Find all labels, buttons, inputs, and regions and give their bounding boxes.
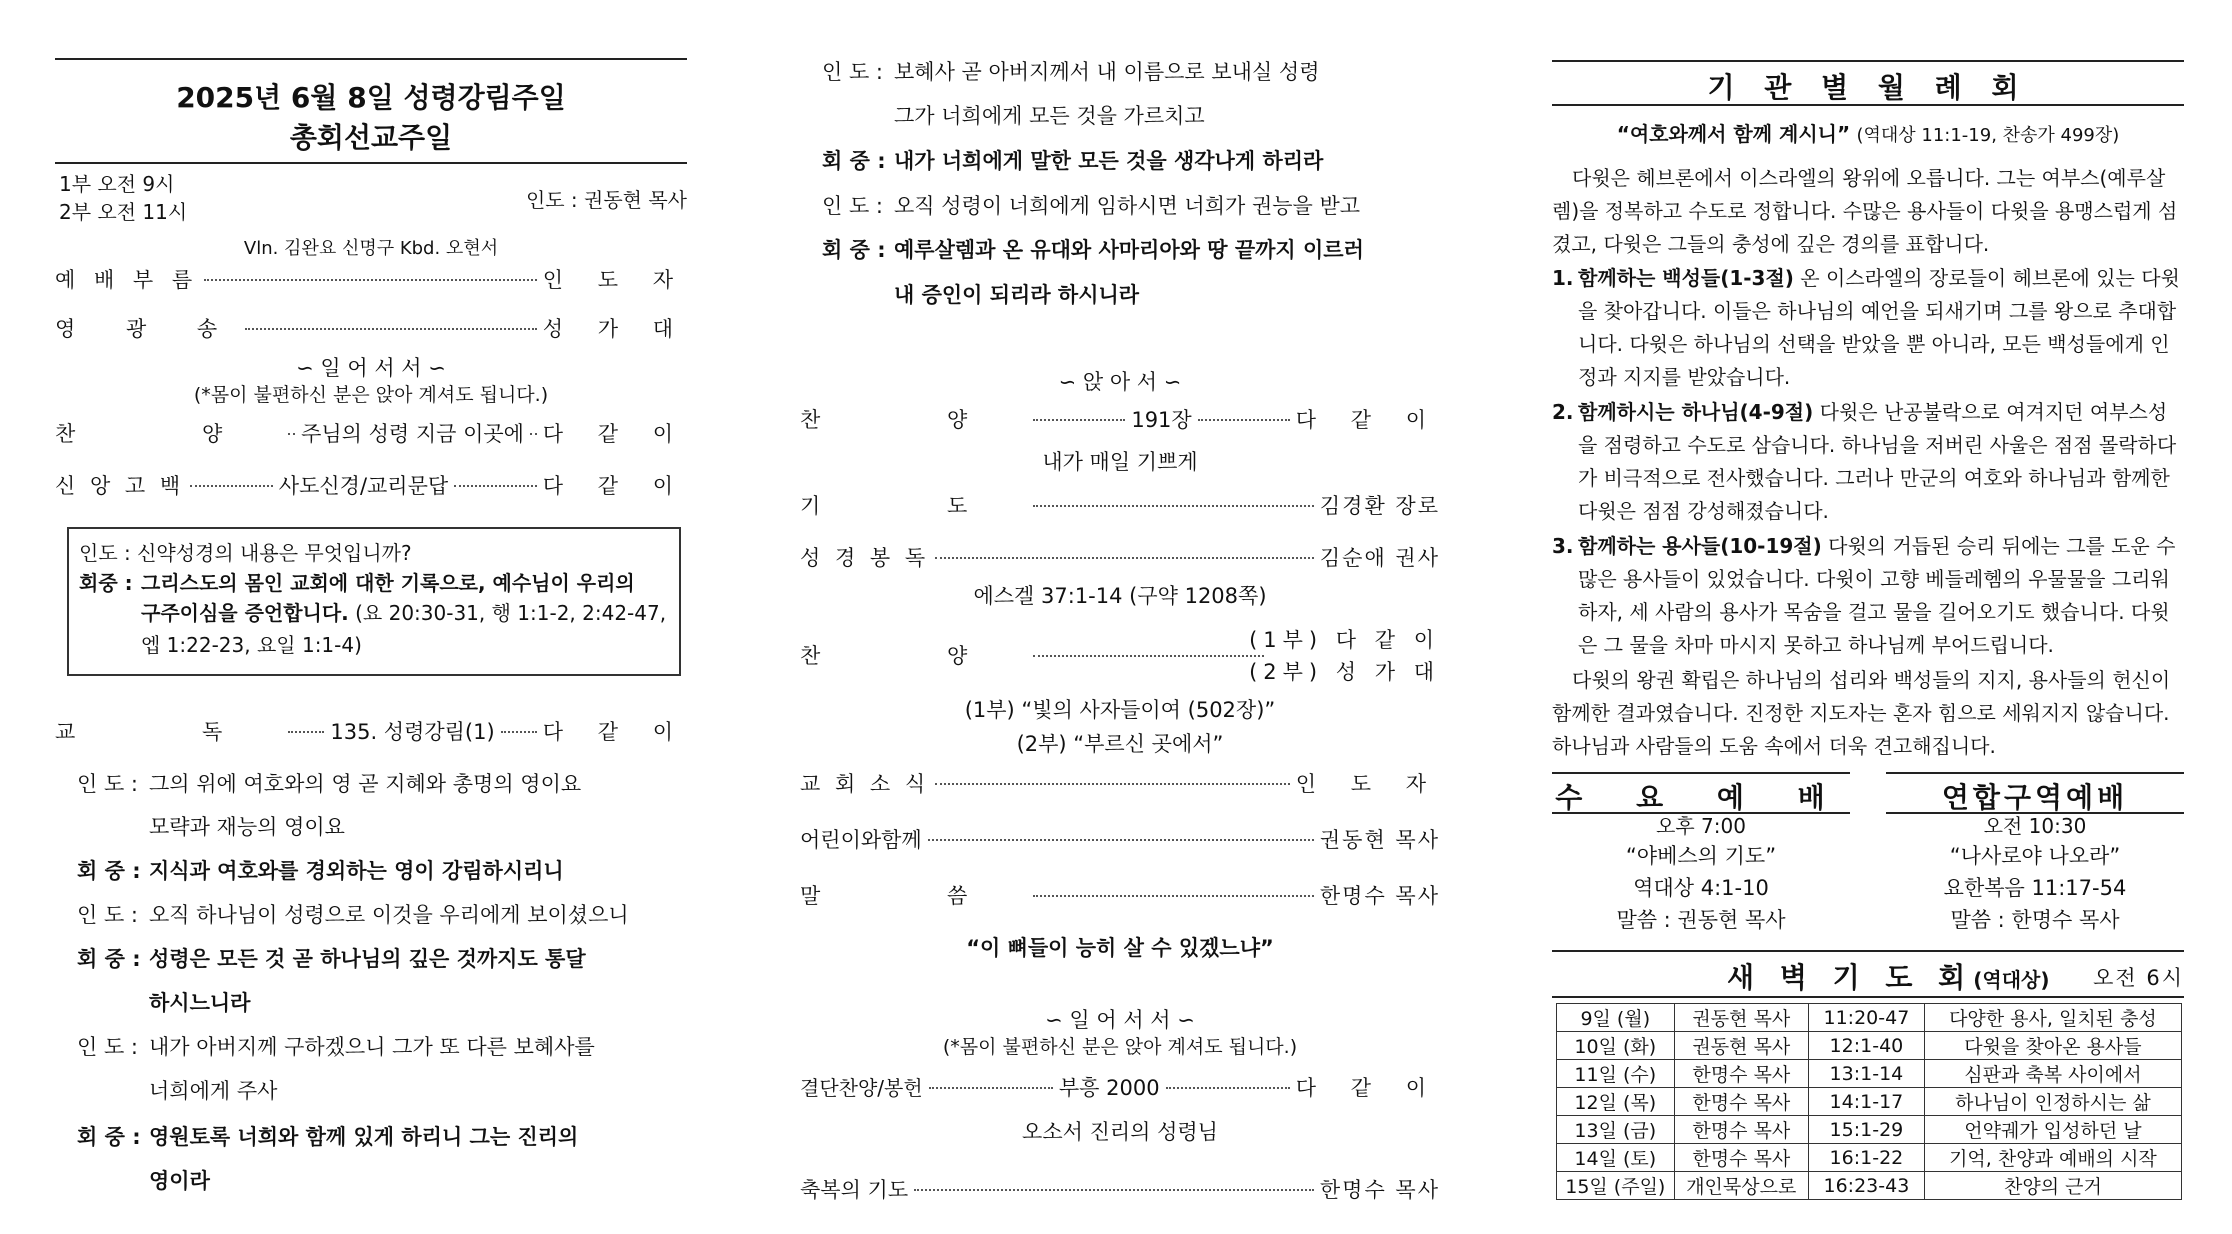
dawn-heading	[1727, 956, 2049, 996]
order-mid: 주님의 성령 지금 이곳에	[301, 422, 524, 446]
catechism-answer-line1: 그리스도의 몸인 교회에 대한 기록으로, 예수님이 우리의	[141, 571, 635, 595]
table-row	[1557, 1032, 2182, 1060]
dawn-preacher: 권동현 목사	[1674, 1004, 1808, 1032]
order-item-announcements	[800, 768, 1440, 798]
order-label: 영 광 송	[55, 317, 240, 341]
litany-line	[822, 234, 1364, 264]
table-row	[1557, 1004, 2182, 1032]
order-label: 찬 양	[800, 644, 1028, 668]
dot-leader	[530, 433, 537, 435]
order-item-call-to-worship	[55, 264, 687, 294]
order-right: 한명수 목사	[1319, 884, 1440, 908]
table-row	[1557, 1060, 2182, 1088]
order-mid: 부흥 2000	[1058, 1076, 1160, 1100]
table-row	[1557, 1116, 2182, 1144]
dawn-passage: 14:1-17	[1808, 1088, 1924, 1116]
leader: 인도 : 권동현 목사	[525, 188, 687, 212]
title-rule	[55, 162, 687, 164]
dot-leader	[454, 485, 537, 487]
catechism-answer-bold: 구주이심을 증언합니다.	[141, 601, 349, 625]
litany-line	[77, 1121, 578, 1151]
dawn-preacher: 한명수 목사	[1674, 1088, 1808, 1116]
litany-text: 하시느니라	[149, 991, 251, 1015]
catechism-answer-line2	[141, 597, 666, 626]
litany-line	[822, 100, 1205, 130]
dawn-book: (역대상)	[1973, 968, 2050, 992]
order-label: 결단찬양/봉헌	[800, 1076, 923, 1100]
service-time-2: 2부 오전 11시	[59, 200, 188, 224]
order-right: 인 도 자	[542, 268, 687, 292]
monthly-top-rule	[1552, 60, 2184, 62]
monthly-conclusion: 다윗의 왕권 확립은 하나님의 섭리와 백성들의 지지, 용사들의 헌신이 함께한 결과였습니다. 진정한 지도자는 혼자 힘으로 세워지지 않습니다. 하나님과 사람들의 도움 속에서 더욱 견고해집니다.	[1552, 668, 2171, 758]
table-row	[1557, 1144, 2182, 1172]
litany-who: 인 도 :	[77, 772, 138, 796]
musicians: Vln. 김완요 신명구 Kbd. 오현서	[243, 238, 499, 259]
order-item-sermon	[800, 880, 1440, 910]
stand-heading: ∽ 일 어 서 서 ∽	[1045, 1008, 1195, 1032]
litany-line	[77, 768, 581, 798]
wed-preacher: 말씀 : 권동현 목사	[1616, 908, 1786, 932]
dawn-theme: 찬양의 근거	[1924, 1172, 2181, 1200]
dawn-bottom-rule	[1552, 996, 2184, 998]
dot-leader	[190, 485, 273, 487]
dawn-passage: 16:1-22	[1808, 1144, 1924, 1172]
offering-song: 오소서 진리의 성령님	[1022, 1120, 1218, 1144]
dawn-date: 9일 (월)	[1557, 1004, 1675, 1032]
dot-leader	[1033, 655, 1264, 657]
dawn-schedule-table	[1556, 1003, 2182, 1200]
litany-who: 인 도 :	[77, 903, 138, 927]
order-right: 한명수 목사	[1319, 1178, 1440, 1202]
point-body: 다윗의 거듭된 승리 뒤에는 그를 도운 수많은 용사들이 있었습니다. 다윗이 고향 베들레헴의 우물물을 그리워하자, 세 사람의 용사가 목숨을 걸고 물을 길어오기도 했습니다. 다윗은 그 물을 차마 마시지 못하고 하나님께 부어드립니다.	[1578, 534, 2176, 657]
hymn-title: 내가 매일 기쁘게	[1042, 450, 1198, 474]
point-number: 1.	[1552, 266, 1574, 290]
litany-text: 예루살렘과 온 유대와 사마리아와 땅 끝까지 이르러	[894, 238, 1364, 262]
dawn-preacher: 한명수 목사	[1674, 1116, 1808, 1144]
dot-leader	[1033, 895, 1314, 897]
column-announcements	[1552, 0, 2184, 1234]
litany-who: 회 중 :	[77, 1125, 141, 1149]
joint-text: 요한복음 11:17-54	[1943, 876, 2127, 900]
order-right: 인 도 자	[1295, 772, 1440, 796]
column-order-of-worship-2	[800, 0, 1440, 1234]
dot-leader	[928, 839, 1314, 841]
litany-line	[822, 145, 1323, 175]
order-right: 다 같 이	[1295, 1076, 1440, 1100]
dawn-theme: 심판과 축복 사이에서	[1924, 1060, 2181, 1088]
monthly-title: 기 관 별 월 례 회	[1707, 71, 2029, 104]
monthly-point-3	[1552, 530, 2184, 662]
order-item-benediction	[800, 1174, 1440, 1204]
litany-who: 회 중 :	[77, 859, 141, 883]
order-item-offering	[800, 1072, 1440, 1102]
top-rule	[55, 58, 687, 60]
dawn-title: 새 벽 기 도 회	[1727, 961, 1974, 994]
dawn-preacher: 개인묵상으로	[1674, 1172, 1808, 1200]
anthem-service-2: (2부) 성 가 대	[1249, 660, 1440, 684]
dawn-theme: 기억, 찬양과 예배의 시작	[1924, 1144, 2181, 1172]
litany-who: 인 도 :	[77, 1035, 138, 1059]
dawn-passage: 12:1-40	[1808, 1032, 1924, 1060]
dot-leader	[1033, 419, 1125, 421]
point-number: 2.	[1552, 400, 1574, 424]
dawn-theme: 언약궤가 입성하던 날	[1924, 1116, 2181, 1144]
point-number: 3.	[1552, 534, 1574, 558]
stand-note: (*몸이 불편하신 분은 앉아 계셔도 됩니다.)	[193, 384, 549, 406]
litany-line	[822, 56, 1319, 86]
litany-text: 너희에게 주사	[149, 1079, 278, 1103]
dawn-passage: 11:20-47	[1808, 1004, 1924, 1032]
wed-title: 수 요 예 배	[1555, 781, 1847, 814]
litany-text: 성령은 모든 것 곧 하나님의 깊은 것까지도 통달	[149, 947, 586, 971]
order-right: 성 가 대	[542, 317, 687, 341]
dawn-theme: 다양한 용사, 일치된 충성	[1924, 1004, 2181, 1032]
dawn-passage: 15:1-29	[1808, 1116, 1924, 1144]
dot-leader	[1198, 419, 1290, 421]
catechism-question: 인도 : 신약성경의 내용은 무엇입니까?	[79, 541, 412, 565]
dot-leader	[1033, 505, 1314, 507]
order-label: 축복의 기도	[800, 1178, 909, 1202]
dot-leader	[935, 557, 1314, 559]
point-body: 다윗은 난공불락으로 여겨지던 여부스성을 점령하고 수도로 삼습니다. 하나님을 저버린 사울은 점점 몰락하다가 비극적으로 전사했습니다. 그러나 만군의 여호와 하나님과 함께한 다윗은 점점 강성해졌습니다.	[1578, 400, 2177, 523]
table-row	[1557, 1088, 2182, 1116]
order-mid: 135. 성령강림(1)	[330, 720, 495, 744]
catechism-answer-ref: (요 20:30-31, 행 1:1-2, 2:42-47,	[348, 601, 667, 625]
order-item-scripture	[800, 542, 1440, 572]
column-order-of-worship-1	[55, 0, 687, 1234]
joint-time: 오전 10:30	[1983, 814, 2087, 838]
order-label: 예 배 부 름	[55, 268, 199, 292]
order-label: 기 도	[800, 494, 1028, 518]
dawn-date: 15일 (주일)	[1557, 1172, 1675, 1200]
dawn-date: 12일 (목)	[1557, 1088, 1675, 1116]
dawn-preacher: 한명수 목사	[1674, 1060, 1808, 1088]
dot-leader	[914, 1189, 1314, 1191]
dawn-date: 14일 (토)	[1557, 1144, 1675, 1172]
joint-district-service	[1886, 772, 2184, 952]
dawn-theme: 하나님이 인정하시는 삶	[1924, 1088, 2181, 1116]
litany-text: 내 증인이 되리라 하시니라	[894, 283, 1140, 307]
order-item-responsive-reading	[55, 716, 687, 746]
litany-text: 영이라	[149, 1169, 210, 1193]
monthly-reference: (역대상 11:1-19, 찬송가 499장)	[1856, 125, 2120, 146]
dawn-date: 10일 (화)	[1557, 1032, 1675, 1060]
monthly-subtitle: “여호와께서 함께 계시니”	[1616, 122, 1851, 146]
catechism-box	[67, 527, 681, 676]
service-time-1: 1부 오전 9시	[59, 172, 175, 196]
order-right: 권동현 목사	[1319, 828, 1440, 852]
stand-note: (*몸이 불편하신 분은 앉아 계셔도 됩니다.)	[942, 1036, 1298, 1058]
table-row	[1557, 1172, 2182, 1200]
order-item-hymn	[800, 404, 1440, 434]
order-right: 다 같 이	[1295, 408, 1440, 432]
joint-top-rule	[1886, 772, 2184, 774]
dot-leader	[935, 783, 1290, 785]
monthly-subtitle-line	[1552, 118, 2184, 147]
dot-leader	[1166, 1087, 1290, 1089]
order-right: 김경환 장로	[1319, 494, 1440, 518]
anthem-song-1: (1부) “빛의 사자들이여 (502장)”	[964, 698, 1276, 722]
order-right: 김순애 권사	[1319, 546, 1440, 570]
order-label: 신 앙 고 백	[55, 474, 185, 498]
catechism-answer-who: 회중 :	[79, 571, 133, 595]
litany-text: 영원토록 너희와 함께 있게 하리니 그는 진리의	[149, 1125, 579, 1149]
order-right: 다 같 이	[542, 474, 688, 498]
catechism-answer-line3: 엡 1:22-23, 요일 1:1-4)	[141, 633, 362, 657]
wednesday-service	[1552, 772, 1850, 952]
litany-who: 회 중 :	[822, 238, 886, 262]
dawn-top-rule	[1552, 950, 2184, 952]
litany-line	[77, 899, 629, 929]
wed-top-rule	[1552, 772, 1850, 774]
litany-line	[77, 1075, 277, 1105]
monthly-point-1	[1552, 262, 2184, 394]
order-item-children	[800, 824, 1440, 854]
monthly-bottom-rule	[1552, 104, 2184, 106]
order-mid: 191장	[1131, 408, 1192, 432]
anthem-service-1: (1부) 다 같 이	[1249, 628, 1440, 652]
joint-preacher: 말씀 : 한명수 목사	[1950, 908, 2120, 932]
dawn-passage: 13:1-14	[1808, 1060, 1924, 1088]
litany-line	[822, 190, 1360, 220]
dot-leader	[288, 433, 295, 435]
litany-line	[822, 279, 1139, 309]
dot-leader	[204, 279, 537, 281]
order-label: 어린이와함께	[800, 828, 922, 852]
litany-line	[77, 987, 250, 1017]
monthly-intro: 다윗은 헤브론에서 이스라엘의 왕위에 오릅니다. 그는 여부스(예루살렘)을 정복하고 수도로 정합니다. 수많은 용사들이 다윗을 용맹스럽게 섬겼고, 다윗은 그들의 충성에 깊은 경의를 표합니다.	[1552, 166, 2178, 256]
scripture-reference: 에스겔 37:1-14 (구약 1208쪽)	[973, 584, 1267, 608]
litany-who: 회 중 :	[77, 947, 141, 971]
order-label: 찬 양	[55, 422, 283, 446]
litany-text: 보혜사 곧 아버지께서 내 이름으로 보내실 성령	[894, 60, 1320, 84]
point-text	[1578, 530, 2184, 662]
point-head: 함께하시는 하나님(4-9절)	[1578, 400, 1814, 424]
point-body: 온 이스라엘의 장로들이 헤브론에 있는 다윗을 찾아갑니다. 이들은 하나님의 예언을 되새기며 그를 왕으로 추대합니다. 다윗은 하나님의 선택을 받았을 뿐 아니라, 모든 백성들에게 인정과 지지를 받았습니다.	[1578, 266, 2180, 389]
dawn-preacher: 한명수 목사	[1674, 1144, 1808, 1172]
litany-text: 지식과 여호와를 경외하는 영이 강림하시리니	[149, 859, 564, 883]
joint-title: 연합구역예배	[1941, 781, 2129, 814]
order-right: 다 같 이	[542, 422, 688, 446]
litany-line	[77, 811, 345, 841]
order-item-prayer	[800, 490, 1440, 520]
page-subtitle: 총회선교주일	[289, 121, 453, 154]
litany-text: 그의 위에 여호와의 영 곧 지혜와 총명의 영이요	[149, 772, 582, 796]
dawn-passage: 16:23-43	[1808, 1172, 1924, 1200]
litany-text: 오직 성령이 너희에게 임하시면 너희가 권능을 받고	[894, 194, 1361, 218]
order-item-creed	[55, 470, 687, 500]
dawn-date: 11일 (수)	[1557, 1060, 1675, 1088]
dot-leader	[929, 1087, 1053, 1089]
page-title: 2025년 6월 8일 성령강림주일	[176, 81, 566, 114]
order-label: 교 독	[55, 720, 283, 744]
order-label: 말 씀	[800, 884, 1028, 908]
dawn-date: 13일 (금)	[1557, 1116, 1675, 1144]
dot-leader	[288, 731, 324, 733]
anthem-song-2: (2부) “부르신 곳에서”	[1016, 732, 1224, 756]
litany-who: 회 중 :	[822, 149, 886, 173]
litany-line	[77, 855, 564, 885]
dot-leader	[245, 328, 537, 330]
dawn-preacher: 권동현 목사	[1674, 1032, 1808, 1060]
point-head: 함께하는 백성들(1-3절)	[1578, 266, 1794, 290]
order-mid: 사도신경/교리문답	[278, 474, 449, 498]
wed-sermon: “야베스의 기도”	[1625, 844, 1777, 868]
litany-line	[77, 1031, 595, 1061]
point-head: 함께하는 용사들(10-19절)	[1578, 534, 1822, 558]
order-item-praise	[55, 418, 687, 448]
sermon-title: “이 뼈들이 능히 살 수 있겠느냐”	[966, 936, 1274, 960]
sit-heading: ∽ 앉 아 서 ∽	[1058, 370, 1182, 394]
litany-text: 내가 아버지께 구하겠으니 그가 또 다른 보혜사를	[149, 1035, 595, 1059]
dawn-time: 오전 6시	[2093, 966, 2184, 990]
monthly-point-2	[1552, 396, 2184, 528]
litany-text: 내가 너희에게 말한 모든 것을 생각나게 하리라	[894, 149, 1324, 173]
litany-who: 인 도 :	[822, 194, 883, 218]
wed-text: 역대상 4:1-10	[1633, 876, 1769, 900]
wed-time: 오후 7:00	[1656, 814, 1746, 838]
litany-text: 모략과 재능의 영이요	[149, 815, 345, 839]
order-right: 다 같 이	[542, 720, 688, 744]
dot-leader	[501, 731, 537, 733]
point-text	[1578, 262, 2184, 394]
order-label: 성 경 봉 독	[800, 546, 930, 570]
dawn-theme: 다윗을 찾아온 용사들	[1924, 1032, 2181, 1060]
litany-who: 인 도 :	[822, 60, 883, 84]
litany-text: 그가 너희에게 모든 것을 가르치고	[894, 104, 1205, 128]
point-text	[1578, 396, 2184, 528]
order-item-gloria	[55, 313, 687, 343]
litany-line	[77, 1165, 210, 1195]
litany-line	[77, 943, 586, 973]
stand-heading: ∽ 일 어 서 서 ∽	[296, 356, 446, 380]
litany-text: 오직 하나님이 성령으로 이것을 우리에게 보이셨으니	[149, 903, 629, 927]
order-label: 찬 양	[800, 408, 1028, 432]
joint-sermon: “나사로야 나오라”	[1949, 844, 2121, 868]
order-label: 교 회 소 식	[800, 772, 930, 796]
